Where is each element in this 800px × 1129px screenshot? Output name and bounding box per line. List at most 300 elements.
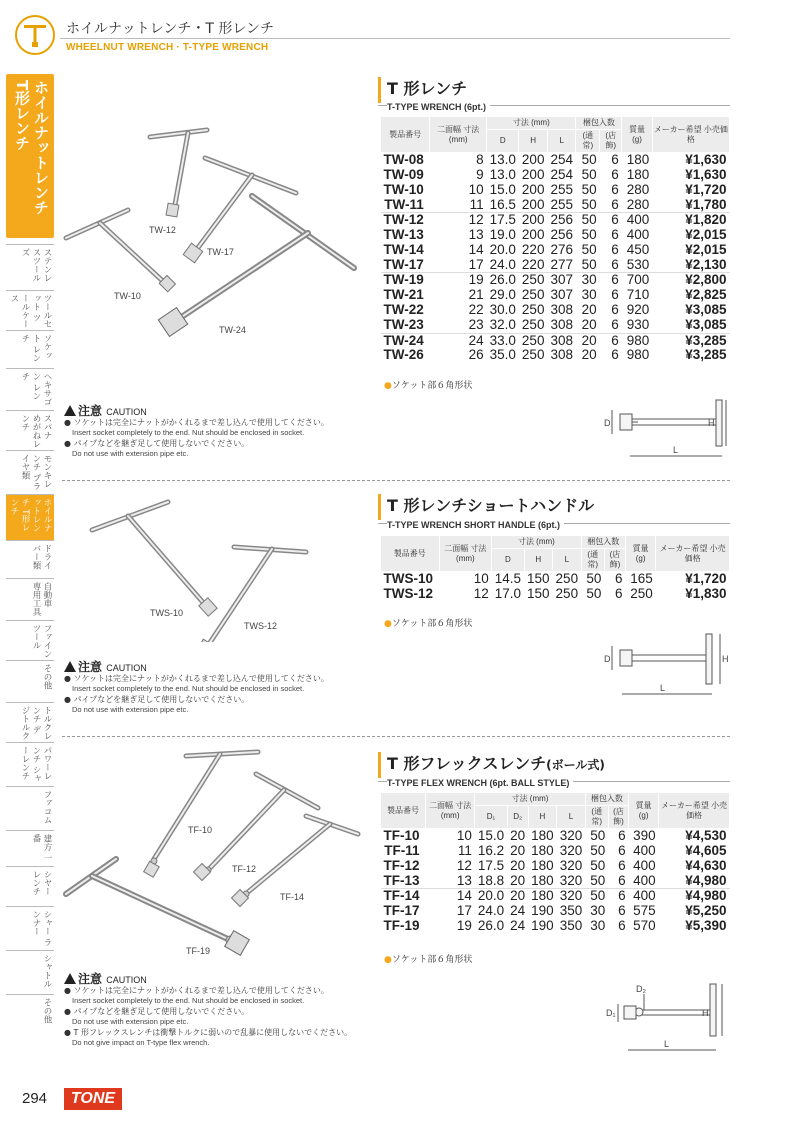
table-cell: 12: [468, 212, 484, 228]
label-tw-10: TW-10: [114, 291, 141, 301]
table-cell: 26.0: [489, 272, 516, 288]
table-cell: 200: [521, 181, 545, 197]
warning-icon: [64, 405, 76, 416]
table-cell: 19.0: [489, 226, 516, 242]
section-title: T 形レンチショートハンドル: [387, 496, 595, 515]
dim-l: L: [673, 445, 679, 455]
dim-l: L: [660, 683, 666, 693]
table-cell: 277: [547, 258, 576, 273]
table-cell: 256: [550, 226, 573, 242]
table-cell: 16.5: [487, 198, 519, 213]
section-subtitle: T-TYPE WRENCH SHORT HANDLE (6pt.): [387, 520, 564, 530]
table-row: [381, 183, 730, 198]
table-cell: 50: [586, 571, 602, 586]
sidebar-tab[interactable]: [6, 578, 54, 620]
table-cell: 710: [626, 287, 650, 303]
table-cell: 6: [600, 258, 622, 273]
table-cell: 400: [626, 226, 650, 242]
table-row: [381, 168, 730, 183]
table-cell: 20: [507, 874, 528, 889]
table-cell: 400: [629, 874, 659, 889]
table-cell: 50: [581, 152, 597, 167]
sidebar-tab-label: ホイルナットレンチ T形レンチ: [9, 498, 52, 532]
table-cell: 930: [622, 318, 652, 333]
socket-note: ●ソケット部６角形状: [384, 955, 473, 965]
socket-note: ●ソケット部６角形状: [384, 381, 473, 391]
spec-table-tws: [380, 535, 730, 602]
table-cell: 6: [611, 302, 619, 318]
table-cell: 14: [456, 888, 472, 904]
table-cell: 15.0: [477, 828, 505, 843]
dim-h: H: [708, 418, 715, 428]
table-cell: 50: [586, 585, 602, 601]
table-cell: 390: [633, 828, 656, 843]
product-code: TW-17: [381, 258, 430, 273]
product-code: TW-26: [383, 347, 424, 363]
warning-icon: [64, 661, 76, 672]
table-cell: 30.0: [489, 302, 516, 318]
table-cell: 200: [521, 212, 545, 228]
table-cell: 50: [581, 181, 597, 197]
sidebar-tab[interactable]: [6, 494, 54, 540]
table-cell: 20.0: [477, 888, 505, 904]
sidebar-tab-label: スパナ めがねレンチ: [20, 414, 52, 448]
tone-logo: TONE: [64, 1088, 122, 1110]
section-accent: [378, 77, 381, 103]
table-cell: 250: [521, 272, 545, 288]
table-cell: 32.0: [487, 318, 519, 333]
table-cell: 6: [600, 318, 622, 333]
table-cell: 17: [456, 902, 472, 918]
table-cell: 250: [555, 571, 579, 586]
table-cell: 24: [468, 332, 484, 348]
table-cell: 14.5: [494, 571, 522, 586]
product-code: TF-13: [381, 874, 426, 889]
table-cell: 20: [581, 332, 597, 348]
label-tf-19: TF-19: [186, 946, 211, 956]
table-row: [381, 153, 730, 168]
header-width: 二面幅 寸法 (mm): [426, 793, 475, 829]
price-cell: ¥3,085: [652, 318, 729, 333]
table-cell: 280: [622, 198, 652, 213]
price-cell: ¥5,250: [685, 902, 727, 918]
sidebar-tab-label: シャトル: [42, 954, 52, 988]
table-cell: 24: [510, 902, 526, 918]
sidebar-tab-label: ヘキサゴン レンチ: [20, 372, 52, 406]
table-cell: 150: [527, 571, 550, 586]
tf-product-image: [62, 744, 362, 974]
table-cell: 11: [457, 842, 472, 858]
header-price: メーカー希望 小売価格: [656, 536, 730, 572]
table-row: [381, 258, 730, 273]
table-cell: 17.0: [494, 585, 522, 601]
table-cell: 530: [622, 258, 652, 273]
table-cell: 400: [626, 212, 650, 228]
sidebar-tab[interactable]: [6, 950, 54, 994]
sidebar-tab-label: モンキレンチ プライヤ類: [20, 454, 52, 491]
product-code: TW-08: [383, 152, 424, 167]
table-cell: 12: [473, 585, 489, 601]
table-cell: 13: [468, 226, 484, 242]
product-code: TW-24: [383, 332, 424, 348]
table-cell: 20: [510, 857, 526, 873]
table-cell: 30: [581, 272, 597, 288]
section-accent: [378, 494, 381, 520]
table-cell: 6: [611, 241, 619, 257]
product-code: TW-22: [383, 302, 424, 318]
tws-product-image: [62, 492, 362, 642]
table-cell: 400: [633, 842, 656, 858]
header-dim-col: D: [487, 130, 519, 153]
section-separator: [62, 480, 730, 481]
table-cell: 16.2: [477, 842, 505, 858]
table-cell: 307: [550, 272, 573, 288]
table-cell: 255: [550, 181, 573, 197]
price-cell: ¥1,630: [685, 166, 727, 182]
table-row: [381, 228, 730, 243]
price-cell: ¥4,980: [685, 888, 727, 904]
product-code: TWS-12: [383, 585, 434, 601]
table-row: [381, 303, 730, 318]
table-cell: 256: [550, 212, 573, 228]
header-price: メーカー希望 小売価格: [652, 117, 729, 153]
tw-product-image: [62, 120, 362, 360]
table-cell: 19: [456, 917, 472, 933]
sidebar-tab-label: ファイン ツール: [31, 624, 52, 658]
table-cell: 180: [626, 152, 650, 167]
section-title: T 形フレックスレンチ(ボール式): [387, 754, 605, 773]
label-tws-10: TWS-10: [150, 608, 184, 618]
table-cell: 17.5: [477, 857, 505, 873]
table-row: [381, 348, 730, 363]
table-cell: 50: [590, 828, 606, 843]
header-code: 製品番号: [381, 793, 426, 829]
header-weight: 質量 (g): [626, 536, 656, 572]
table-cell: 307: [550, 287, 573, 303]
product-code: TW-09: [383, 166, 424, 182]
table-cell: 10: [473, 571, 489, 586]
price-cell: ¥4,605: [685, 842, 727, 858]
product-code: TF-11: [384, 842, 420, 858]
header-pack-store: (店飾): [608, 806, 628, 829]
table-cell: 17: [430, 258, 487, 273]
product-code: TW-10: [383, 181, 424, 197]
header-divider: [60, 38, 730, 39]
label-tf-10: TF-10: [188, 825, 213, 835]
table-cell: 29.0: [489, 287, 516, 303]
table-cell: 50: [581, 241, 597, 257]
product-code: TW-12: [383, 212, 424, 228]
sidebar-tab[interactable]: [6, 994, 54, 1040]
sidebar-tab[interactable]: [6, 540, 54, 578]
table-cell: 10: [468, 181, 484, 197]
sidebar-tab[interactable]: [6, 906, 54, 950]
table-cell: 180: [531, 888, 554, 904]
table-cell: 320: [559, 842, 583, 858]
table-cell: 308: [550, 302, 573, 318]
table-cell: 320: [559, 888, 583, 904]
table-cell: 50: [581, 226, 597, 242]
table-row: [381, 874, 730, 889]
table-cell: 200: [521, 226, 545, 242]
label-tf-14: TF-14: [280, 892, 305, 902]
price-cell: ¥1,830: [685, 585, 727, 601]
table-cell: 200: [521, 166, 545, 182]
sidebar-tab[interactable]: [6, 830, 54, 866]
table-cell: 50: [590, 842, 606, 858]
sidebar-tab-label: その他: [42, 998, 52, 1024]
table-cell: 20: [581, 302, 597, 318]
price-cell: ¥1,630: [685, 152, 727, 167]
header-dim-col: D: [492, 549, 524, 572]
table-cell: 30: [590, 902, 606, 918]
table-cell: 220: [519, 258, 548, 273]
header-dim-col: D₁: [475, 806, 507, 829]
sidebar-tab-label: その他: [42, 664, 52, 690]
table-cell: 200: [521, 152, 545, 167]
header-pack-store: (店飾): [600, 130, 622, 153]
sidebar-tab[interactable]: [6, 786, 54, 830]
dimension-diagram-tw: [598, 396, 730, 466]
sidebar-tab-label: トルクレンチ デジトルク: [20, 706, 52, 740]
table-cell: 11: [430, 198, 487, 213]
sidebar-tab[interactable]: [6, 620, 54, 660]
table-cell: 50: [581, 166, 597, 182]
price-cell: ¥3,285: [685, 332, 727, 348]
header-dim-col: H: [528, 806, 557, 829]
sidebar-tab[interactable]: [6, 410, 54, 450]
product-code: TF-12: [383, 857, 420, 873]
table-cell: 400: [633, 857, 656, 873]
header-weight: 質量 (g): [629, 793, 659, 829]
table-cell: 250: [521, 302, 545, 318]
table-cell: 6: [615, 585, 623, 601]
table-cell: 30: [581, 287, 597, 303]
product-code: TWS-10: [383, 571, 434, 586]
table-cell: 980: [626, 332, 650, 348]
label-tf-12: TF-12: [232, 864, 257, 874]
table-cell: 33.0: [489, 332, 516, 348]
sidebar-tab[interactable]: [6, 450, 54, 494]
dim-d: D: [604, 418, 611, 428]
sidebar-tab-label: ツールセット ツールケース: [9, 294, 52, 328]
price-cell: ¥3,285: [685, 347, 727, 363]
table-cell: 50: [576, 198, 600, 213]
price-cell: ¥1,720: [685, 181, 727, 197]
sidebar-tab[interactable]: [6, 290, 54, 330]
header-pack: 梱包入数: [576, 117, 622, 130]
dim-d: D: [604, 654, 611, 664]
table-cell: 6: [608, 874, 628, 889]
product-code: TF-14: [383, 888, 420, 904]
header-dim-col: L: [553, 549, 582, 572]
table-cell: 190: [531, 902, 554, 918]
table-cell: 24.0: [487, 258, 519, 273]
label-tw-12: TW-12: [149, 225, 176, 235]
header-title-jp: ホイルナットレンチ・T 形レンチ: [66, 21, 275, 37]
table-cell: 255: [547, 198, 576, 213]
section-separator: [62, 736, 730, 737]
table-cell: 6: [611, 166, 619, 182]
price-cell: ¥2,130: [652, 258, 729, 273]
table-cell: 6: [618, 857, 626, 873]
price-cell: ¥2,015: [685, 241, 727, 257]
table-cell: 450: [626, 241, 650, 257]
table-row: [381, 889, 730, 904]
dim-h: H: [702, 1008, 709, 1018]
table-cell: 320: [559, 828, 583, 843]
table-cell: 165: [630, 571, 653, 586]
section-title: T 形レンチ: [387, 79, 468, 98]
price-cell: ¥1,720: [685, 571, 727, 586]
price-cell: ¥5,390: [685, 917, 727, 933]
header-width: 二面幅 寸法 (mm): [430, 117, 487, 153]
table-cell: 180: [626, 166, 650, 182]
header-title-en: WHEELNUT WRENCH · T-TYPE WRENCH: [66, 42, 269, 53]
header-weight: 質量 (g): [622, 117, 652, 153]
table-cell: 23: [430, 318, 487, 333]
table-cell: 6: [611, 212, 619, 228]
table-row: [381, 273, 730, 288]
table-cell: 50: [576, 258, 600, 273]
table-cell: 180: [531, 828, 554, 843]
table-row: [381, 859, 730, 874]
table-cell: 50: [581, 212, 597, 228]
price-cell: ¥4,630: [685, 857, 727, 873]
table-cell: 8: [476, 152, 484, 167]
price-cell: ¥2,800: [685, 272, 727, 288]
table-cell: 180: [531, 857, 554, 873]
table-cell: 20.0: [489, 241, 516, 257]
caution-block-3: 注意 CAUTION ● ソケットは完全にナットがかくれるまで差し込んで使用してください。 Insert socket completely to the end. Nut should be enclosed in socket. ● パイプなどを継ぎ足して使用しないでください。 Do not use with extension pipe etc. ● T 形フレックスレンチは衝撃トルクに弱いので乱暴に使用しないでください。 Do not give impact on T-type flex wrench.: [64, 972, 353, 1047]
table-cell: 6: [618, 888, 626, 904]
dimension-diagram-tf: [598, 980, 730, 1060]
product-code: TF-17: [383, 902, 420, 918]
price-cell: ¥4,980: [659, 874, 730, 889]
table-cell: 50: [590, 888, 606, 904]
table-cell: 920: [626, 302, 650, 318]
section-subtitle: T-TYPE FLEX WRENCH (6pt. BALL STYLE): [387, 778, 573, 788]
sidebar-tab-label: シヤー レンチ: [31, 870, 52, 896]
sidebar-tab[interactable]: [6, 330, 54, 368]
table-cell: 18.8: [475, 874, 507, 889]
table-cell: 980: [626, 347, 650, 363]
table-cell: 6: [611, 347, 619, 363]
table-row: [381, 333, 730, 348]
sidebar-tab[interactable]: [6, 742, 54, 786]
table-cell: 24: [510, 917, 526, 933]
table-cell: 200: [519, 198, 548, 213]
table-cell: 10: [456, 828, 472, 843]
sidebar-tab[interactable]: [6, 866, 54, 906]
header-pack-normal: (通常): [581, 549, 604, 572]
table-cell: 250: [630, 585, 653, 601]
table-row: [381, 587, 730, 602]
table-cell: 50: [585, 874, 608, 889]
header-dims: 寸法 (mm): [487, 117, 576, 130]
sidebar-tab[interactable]: [6, 660, 54, 702]
table-cell: 21: [468, 287, 484, 303]
table-cell: 6: [618, 917, 626, 933]
label-tw-24: TW-24: [219, 325, 246, 335]
table-row: [381, 844, 730, 859]
table-cell: 14: [468, 241, 484, 257]
table-cell: 30: [590, 917, 606, 933]
sidebar-tab-label: ステンレスツールズ: [20, 248, 52, 282]
table-cell: 6: [611, 287, 619, 303]
price-cell: ¥2,015: [685, 226, 727, 242]
header-dim-col: H: [524, 549, 553, 572]
table-cell: 22: [468, 302, 484, 318]
table-cell: 6: [615, 571, 623, 586]
sidebar-tab-label: ドライバー類: [31, 544, 52, 570]
table-cell: 180: [531, 842, 554, 858]
table-cell: 20: [581, 347, 597, 363]
table-cell: 180: [528, 874, 557, 889]
sidebar-tab[interactable]: [6, 244, 54, 290]
table-row: [381, 904, 730, 919]
price-cell: ¥1,780: [652, 198, 729, 213]
table-cell: 26: [468, 347, 484, 363]
price-cell: ¥2,825: [685, 287, 727, 303]
table-cell: 350: [559, 902, 583, 918]
header-width: 二面幅 寸法 (mm): [439, 536, 492, 572]
label-tws-12: TWS-12: [244, 621, 278, 631]
spec-table-tw: [380, 116, 730, 363]
table-cell: 17.5: [489, 212, 516, 228]
table-cell: 35.0: [489, 347, 516, 363]
table-cell: 6: [611, 152, 619, 167]
table-row: [381, 318, 730, 333]
product-code: TW-21: [383, 287, 424, 303]
table-row: [381, 829, 730, 844]
header-code: 製品番号: [381, 117, 430, 153]
header-dims: 寸法 (mm): [475, 793, 585, 806]
table-cell: 6: [618, 842, 626, 858]
price-cell: ¥3,085: [685, 302, 727, 318]
table-cell: 280: [626, 181, 650, 197]
sidebar-tab-label: ファコム: [42, 790, 52, 824]
sidebar-tab[interactable]: [6, 368, 54, 410]
sidebar-tab[interactable]: [6, 702, 54, 742]
table-cell: 190: [531, 917, 554, 933]
table-cell: 308: [550, 332, 573, 348]
table-cell: 19: [468, 272, 484, 288]
table-cell: 26.0: [477, 917, 505, 933]
header-dim-col: L: [547, 130, 576, 153]
table-cell: 20: [510, 888, 526, 904]
header-pack-normal: (通常): [585, 806, 608, 829]
table-cell: 6: [611, 272, 619, 288]
product-code: TW-19: [383, 272, 424, 288]
table-row: [381, 243, 730, 258]
header-pack: 梱包入数: [581, 536, 625, 549]
table-cell: 50: [590, 857, 606, 873]
table-row: [381, 919, 730, 934]
table-cell: 6: [600, 198, 622, 213]
table-cell: 575: [633, 902, 656, 918]
table-cell: 250: [521, 287, 545, 303]
product-code: TW-11: [381, 198, 430, 213]
spec-table-tf: [380, 792, 730, 934]
table-cell: 250: [521, 332, 545, 348]
table-cell: 276: [550, 241, 573, 257]
page-number: 294: [22, 1090, 48, 1107]
dim-l: L: [664, 1039, 670, 1049]
table-cell: 308: [547, 318, 576, 333]
sidebar-tab-label: 自動車 専用工具: [31, 582, 52, 616]
table-cell: 250: [555, 585, 579, 601]
